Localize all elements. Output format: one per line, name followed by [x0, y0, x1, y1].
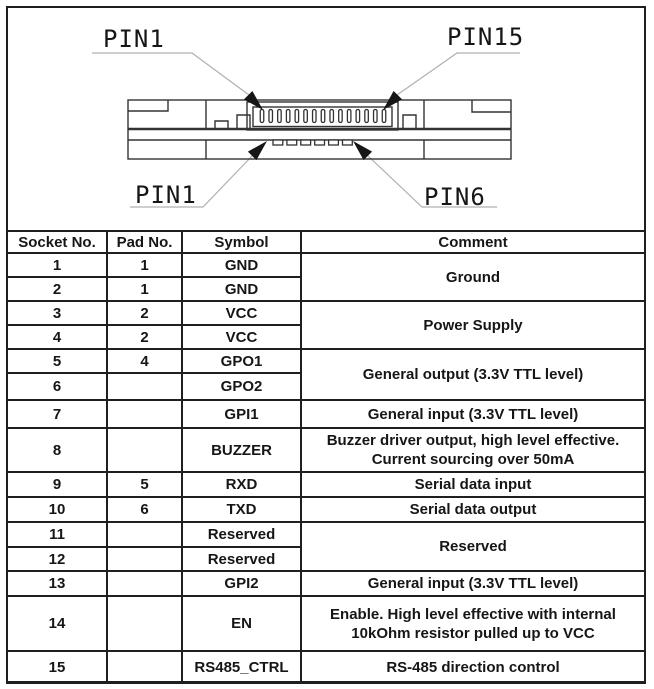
- symbol-cell: VCC: [182, 325, 301, 349]
- socket-cell: 14: [7, 596, 107, 651]
- comment-cell: [301, 596, 645, 651]
- connector-pin: [295, 110, 299, 123]
- connector-pin: [278, 110, 282, 123]
- connector-drawing: [0, 0, 654, 230]
- symbol-cell: BUZZER: [182, 428, 301, 472]
- connector-pin: [365, 110, 369, 123]
- pad-cell: [107, 651, 182, 683]
- connector-pin: [356, 110, 360, 123]
- pinout-table: [6, 230, 646, 684]
- pad-cell: [107, 596, 182, 651]
- symbol-cell: GND: [182, 253, 301, 277]
- connector-pins: [260, 110, 386, 123]
- solder-pad: [273, 140, 283, 145]
- comment-cell: General output (3.3V TTL level): [301, 349, 645, 400]
- connector-pin: [269, 110, 273, 123]
- symbol-cell: VCC: [182, 301, 301, 325]
- connector-pin: [313, 110, 317, 123]
- table-row: [7, 522, 645, 547]
- col-header-symbol: Symbol: [182, 231, 301, 253]
- connector-pin: [347, 110, 351, 123]
- solder-pad: [329, 140, 339, 145]
- connector-pin: [321, 110, 325, 123]
- symbol-cell: GPO2: [182, 373, 301, 400]
- symbol-cell: GPI1: [182, 400, 301, 428]
- pad-cell: 6: [107, 497, 182, 522]
- connector-pin: [382, 110, 386, 123]
- pad-cell: [107, 547, 182, 571]
- comment-cell: Power Supply: [301, 301, 645, 349]
- symbol-cell: TXD: [182, 497, 301, 522]
- pad-cell: 1: [107, 277, 182, 301]
- table-row: [7, 428, 645, 472]
- pin15-top-leader-line: [397, 53, 520, 95]
- symbol-cell: GPO1: [182, 349, 301, 373]
- table-row: [7, 301, 645, 325]
- comment-cell: Serial data input: [301, 472, 645, 497]
- comment-line: 10kOhm resistor pulled up to VCC: [351, 624, 595, 642]
- socket-cell: 6: [7, 373, 107, 400]
- col-header-socket: Socket No.: [7, 231, 107, 253]
- connector-pin: [286, 110, 290, 123]
- connector-pin: [374, 110, 378, 123]
- symbol-cell: EN: [182, 596, 301, 651]
- symbol-cell: GND: [182, 277, 301, 301]
- label-pin1-bottom: PIN1: [135, 181, 197, 209]
- table-row: [7, 400, 645, 428]
- bottom-pads: [273, 140, 352, 145]
- socket-cell: 13: [7, 571, 107, 596]
- socket-cell: 15: [7, 651, 107, 683]
- pad-cell: [107, 522, 182, 547]
- comment-line: Buzzer driver output, high level effective.: [326, 432, 620, 449]
- table-header-row: [7, 231, 645, 253]
- pad-cell: [107, 571, 182, 596]
- comment-cell: [301, 428, 645, 472]
- socket-cell: 7: [7, 400, 107, 428]
- socket-cell: 1: [7, 253, 107, 277]
- table-row: [7, 651, 645, 683]
- pad-cell: 4: [107, 349, 182, 373]
- connector-pin: [339, 110, 343, 123]
- solder-pad: [301, 140, 311, 145]
- col-header-comment: Comment: [301, 231, 645, 253]
- socket-cell: 12: [7, 547, 107, 571]
- socket-cell: 2: [7, 277, 107, 301]
- comment-cell: Reserved: [301, 522, 645, 571]
- table-row: [7, 596, 645, 651]
- pad-cell: [107, 400, 182, 428]
- pin1-top-leader-line: [92, 53, 249, 95]
- socket-cell: 11: [7, 522, 107, 547]
- pad-cell: [107, 428, 182, 472]
- comment-cell: Ground: [301, 253, 645, 301]
- table-row: [7, 497, 645, 522]
- solder-pad: [343, 140, 353, 145]
- table-row: [7, 571, 645, 596]
- symbol-cell: GPI2: [182, 571, 301, 596]
- pad-cell: 5: [107, 472, 182, 497]
- symbol-cell: RXD: [182, 472, 301, 497]
- table-row: [7, 472, 645, 497]
- comment-cell: General input (3.3V TTL level): [301, 400, 645, 428]
- connector-pin: [304, 110, 308, 123]
- pad-cell: 2: [107, 301, 182, 325]
- comment-cell: Serial data output: [301, 497, 645, 522]
- comment-line: Enable. High level effective with internal: [330, 605, 616, 623]
- top-connector: [247, 102, 398, 130]
- pad-cell: 2: [107, 325, 182, 349]
- socket-cell: 9: [7, 472, 107, 497]
- socket-cell: 5: [7, 349, 107, 373]
- symbol-cell: Reserved: [182, 547, 301, 571]
- col-header-pad: Pad No.: [107, 231, 182, 253]
- label-pin6-bottom: PIN6: [424, 183, 486, 211]
- socket-cell: 10: [7, 497, 107, 522]
- label-pin15-top: PIN15: [447, 23, 525, 51]
- solder-pad: [315, 140, 325, 145]
- table-row: [7, 253, 645, 277]
- symbol-cell: RS485_CTRL: [182, 651, 301, 683]
- table-row: [7, 349, 645, 373]
- comment-line: Current sourcing over 50mA: [371, 451, 575, 468]
- solder-pad: [287, 140, 297, 145]
- comment-cell: RS-485 direction control: [301, 651, 645, 683]
- symbol-cell: Reserved: [182, 522, 301, 547]
- comment-cell: General input (3.3V TTL level): [301, 571, 645, 596]
- socket-cell: 8: [7, 428, 107, 472]
- socket-cell: 3: [7, 301, 107, 325]
- pad-cell: [107, 373, 182, 400]
- label-pin1-top: PIN1: [103, 25, 165, 53]
- connector-pin: [330, 110, 334, 123]
- socket-cell: 4: [7, 325, 107, 349]
- connector-pin: [260, 110, 264, 123]
- pad-cell: 1: [107, 253, 182, 277]
